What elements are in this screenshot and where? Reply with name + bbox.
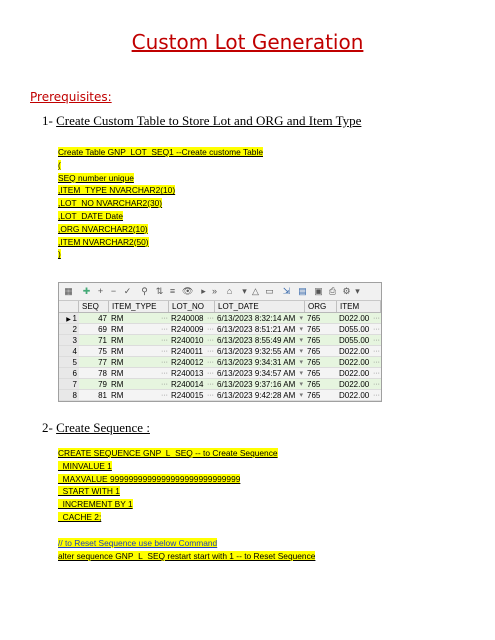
ellipsis-icon[interactable]: ··· [207,392,214,399]
code-line: ,ITEM NVARCHAR2(50) [58,236,149,247]
cell-org-text: 765 [307,380,321,389]
code-line: INCREMENT BY 1 [58,499,133,510]
cell-lot[interactable] [169,324,215,334]
query-icon[interactable]: ⌂ [226,286,233,296]
code-line: ,ITEM_TYPE NVARCHAR2(10) [58,185,176,196]
cell-n-text: 7 [72,380,77,389]
column-header-item[interactable]: ITEM [337,301,381,312]
cell-date-text: 6/13/2023 9:42:28 AM [217,391,296,400]
table-row[interactable] [59,335,381,346]
current-row-icon: ▶ [66,317,73,323]
settings-icon[interactable]: ⚙ [342,286,351,296]
table-row[interactable] [59,357,381,368]
ellipsis-icon[interactable]: ··· [207,381,214,388]
code-line: ,LOT_NO NVARCHAR2(30) [58,198,163,209]
cell-type-text: RM [111,325,124,334]
code-line: ( [58,159,61,170]
cell-lot[interactable] [169,346,215,356]
column-header-seq[interactable]: SEQ [79,301,109,312]
cell-item-text: D055.00 [339,336,370,345]
cell-item-text: D022.00 [339,347,370,356]
cell-date[interactable] [215,368,305,378]
ellipsis-icon[interactable]: ··· [161,381,168,388]
cell-date[interactable] [215,379,305,389]
cell-date-text: 6/13/2023 8:55:49 AM [217,336,296,345]
clear-icon[interactable]: ≡ [169,286,176,296]
code-line: ,ORG NVARCHAR2(10) [58,223,148,234]
cell-item-text: D022.00 [339,380,370,389]
cell-type-text: RM [111,314,124,323]
table-icon[interactable]: ▤ [298,286,307,296]
cell-type-text: RM [111,380,124,389]
ellipsis-icon[interactable]: ··· [373,337,380,344]
cell-n[interactable] [59,346,79,356]
expand-icon[interactable]: » [211,286,217,296]
ellipsis-icon[interactable]: ··· [207,337,214,344]
ellipsis-icon[interactable]: ··· [161,326,168,333]
column-header-lot-no[interactable]: LOT_NO [169,301,215,312]
cell-seq[interactable] [79,324,109,334]
cell-lot[interactable] [169,335,215,345]
cell-type[interactable] [109,313,169,323]
code-line: ) [58,249,61,260]
cell-n-text: 6 [72,369,77,378]
cell-seq-text: 75 [98,347,107,356]
cell-lot[interactable] [169,379,215,389]
cell-date[interactable] [215,357,305,367]
save-icon[interactable]: ▣ [314,286,323,296]
cell-item-text: D022.00 [339,391,370,400]
ellipsis-icon[interactable]: ··· [207,315,214,322]
cell-n[interactable] [59,313,79,323]
cell-n-text: 8 [72,391,77,400]
ellipsis-icon[interactable]: ··· [161,348,168,355]
reset-sequence-code [58,537,315,563]
grid-header [59,301,381,313]
code-comment: // to Reset Sequence use below Command [58,538,218,548]
sort-icon[interactable]: ⇅ [155,286,164,296]
code-line: MINVALUE 1 [58,460,112,471]
cell-type[interactable] [109,368,169,378]
code-line: CREATE SEQUENCE GNP_L_SEQ -- to Create Sequence [58,448,278,458]
cell-type[interactable] [109,335,169,345]
cell-org-text: 765 [307,347,321,356]
cell-item[interactable] [337,357,381,367]
cell-date-text: 6/13/2023 9:34:31 AM [217,358,296,367]
cell-item[interactable] [337,368,381,378]
cell-type[interactable] [109,346,169,356]
cell-date[interactable] [215,335,305,345]
cell-type[interactable] [109,357,169,367]
date-dropdown-icon[interactable]: ▾ [299,392,303,399]
cell-org-text: 765 [307,369,321,378]
cell-item[interactable] [337,346,381,356]
cell-date-text: 6/13/2023 8:51:21 AM [217,325,296,334]
ellipsis-icon[interactable]: ··· [373,359,380,366]
cell-org-text: 765 [307,358,321,367]
code-line: SEQ number unique [58,172,134,183]
cell-seq-text: 47 [98,314,107,323]
prerequisites-heading: Prerequisites: [30,90,112,104]
cell-item[interactable] [337,379,381,389]
cell-org[interactable] [305,357,337,367]
cell-seq[interactable] [79,346,109,356]
cell-org-text: 765 [307,336,321,345]
cell-lot[interactable] [169,368,215,378]
cell-n-text: 2 [72,325,77,334]
cell-date[interactable] [215,324,305,334]
cell-seq-text: 71 [98,336,107,345]
table-row[interactable] [59,313,381,324]
cell-type-text: RM [111,391,124,400]
print-icon[interactable]: ⎙ [328,286,337,296]
add-record-icon[interactable]: ✚ [82,286,91,296]
cell-date[interactable] [215,346,305,356]
cell-date-text: 6/13/2023 9:32:55 AM [217,347,296,356]
step-1 [42,113,361,129]
ellipsis-icon[interactable]: ··· [373,381,380,388]
row-indicator-header [59,301,79,312]
dropdown-icon[interactable]: ▾ [242,286,247,296]
cell-seq-text: 69 [98,325,107,334]
ellipsis-icon[interactable]: ··· [161,337,168,344]
cell-date-text: 6/13/2023 9:34:57 AM [217,369,296,378]
cell-date[interactable] [215,390,305,400]
cell-org[interactable] [305,313,337,323]
cell-date-text: 6/13/2023 8:32:14 AM [217,314,296,323]
cell-seq[interactable] [79,357,109,367]
cell-item[interactable] [337,324,381,334]
cell-seq[interactable] [79,313,109,323]
add-icon[interactable]: + [97,286,104,296]
cell-lot-text: R240010 [171,336,204,345]
cell-org[interactable] [305,379,337,389]
cell-org[interactable] [305,324,337,334]
grid-menu-icon[interactable]: ▦ [64,286,73,296]
cell-type[interactable] [109,379,169,389]
cell-seq[interactable] [79,379,109,389]
cell-n[interactable] [59,368,79,378]
filter-icon[interactable]: ⚲ [141,286,148,296]
table-row[interactable] [59,390,381,401]
step-2-number: 2- [42,420,53,435]
step-1-number: 1- [42,113,53,128]
date-dropdown-icon[interactable]: ▾ [299,326,303,333]
cell-lot-text: R240008 [171,314,204,323]
ellipsis-icon[interactable]: ··· [207,359,214,366]
cell-type-text: RM [111,369,124,378]
cell-org[interactable] [305,335,337,345]
cell-lot-text: R240012 [171,358,204,367]
cell-lot-text: R240015 [171,391,204,400]
cell-lot-text: R240014 [171,380,204,389]
ellipsis-icon[interactable]: ··· [373,315,380,322]
ellipsis-icon[interactable]: ··· [161,370,168,377]
cell-n[interactable] [59,357,79,367]
cell-n-text: 5 [72,358,77,367]
cell-n-text: 3 [72,336,77,345]
cell-item[interactable] [337,390,381,400]
cell-type-text: RM [111,347,124,356]
ellipsis-icon[interactable]: ··· [207,326,214,333]
date-dropdown-icon[interactable]: ▾ [299,315,303,322]
ellipsis-icon[interactable]: ··· [161,392,168,399]
cell-seq-text: 78 [98,369,107,378]
cell-seq[interactable] [79,368,109,378]
cell-seq[interactable] [79,335,109,345]
cell-n-text: 1 [72,314,77,323]
cell-type-text: RM [111,336,124,345]
next-icon[interactable]: ▸ [201,286,206,296]
cell-n[interactable] [59,324,79,334]
cell-n[interactable] [59,335,79,345]
table-row[interactable] [59,324,381,335]
cell-seq-text: 79 [98,380,107,389]
ellipsis-icon[interactable]: ··· [373,348,380,355]
cell-item[interactable] [337,313,381,323]
cell-item-text: D022.00 [339,358,370,367]
cell-item-text: D022.00 [339,369,370,378]
cell-lot-text: R240009 [171,325,204,334]
cell-date[interactable] [215,313,305,323]
cell-type-text: RM [111,358,124,367]
cell-n[interactable] [59,390,79,400]
ellipsis-icon[interactable]: ··· [161,359,168,366]
step-1-text: Create Custom Table to Store Lot and ORG and Item Type [56,113,362,128]
cell-item-text: D055.00 [339,325,370,334]
ellipsis-icon[interactable]: ··· [373,326,380,333]
delete-icon[interactable]: − [110,286,117,296]
cell-org-text: 765 [307,314,321,323]
cell-org[interactable] [305,368,337,378]
cell-item-text: D022.00 [339,314,370,323]
column-header-lot-date[interactable]: LOT_DATE [215,301,305,312]
page-title: Custom Lot Generation [131,30,364,54]
cell-type[interactable] [109,324,169,334]
date-dropdown-icon[interactable]: ▾ [299,337,303,344]
ellipsis-icon[interactable]: ··· [207,348,214,355]
cell-date-text: 6/13/2023 9:37:16 AM [217,380,296,389]
cell-seq[interactable] [79,390,109,400]
create-sequence-code [58,447,278,524]
chevron-down-icon[interactable]: ▾ [355,286,360,296]
grid-toolbar [59,283,381,301]
find-icon[interactable]: 👁 [182,286,194,296]
code-line: alter sequence GNP_L_SEQ restart start with 1 -- to Reset Sequence [58,550,316,561]
cell-org[interactable] [305,390,337,400]
date-dropdown-icon[interactable]: ▾ [299,370,303,377]
cell-item[interactable] [337,335,381,345]
ellipsis-icon[interactable]: ··· [207,370,214,377]
date-dropdown-icon[interactable]: ▾ [299,348,303,355]
ellipsis-icon[interactable]: ··· [161,315,168,322]
table-row[interactable] [59,346,381,357]
cell-org-text: 765 [307,391,321,400]
table-row[interactable] [59,368,381,379]
cell-seq-text: 81 [98,391,107,400]
code-line: MAXVALUE 9999999999999999999999999999 [58,473,241,484]
code-line: START WITH 1 [58,486,120,497]
cell-lot[interactable] [169,390,215,400]
cell-org[interactable] [305,346,337,356]
step-2-text: Create Sequence : [56,420,150,435]
ellipsis-icon[interactable]: ··· [373,370,380,377]
step-2 [42,420,150,436]
date-dropdown-icon[interactable]: ▾ [299,381,303,388]
cell-n[interactable] [59,379,79,389]
post-icon[interactable]: ✓ [123,286,132,296]
create-table-code [58,146,263,261]
date-dropdown-icon[interactable]: ▾ [299,359,303,366]
column-header-item-type[interactable]: ITEM_TYPE [109,301,169,312]
code-line: Create Table GNP_LOT_SEQ1 --Create custome Table [58,147,263,157]
cell-type[interactable] [109,390,169,400]
ellipsis-icon[interactable]: ··· [373,392,380,399]
data-grid [58,282,382,402]
cell-lot[interactable] [169,357,215,367]
cell-seq-text: 77 [98,358,107,367]
code-line: CACHE 2; [58,511,102,522]
cell-org-text: 765 [307,325,321,334]
chart-icon[interactable]: △ [252,286,259,296]
column-header-org[interactable]: ORG [305,301,337,312]
cell-lot-text: R240013 [171,369,204,378]
table-row[interactable] [59,379,381,390]
export-icon[interactable]: ⇲ [282,286,291,296]
separator-icon: ▭ [265,286,274,296]
cell-lot-text: R240011 [171,347,203,356]
cell-n-text: 4 [72,347,77,356]
code-line: ,LOT_DATE Date [58,210,124,221]
cell-lot[interactable] [169,313,215,323]
